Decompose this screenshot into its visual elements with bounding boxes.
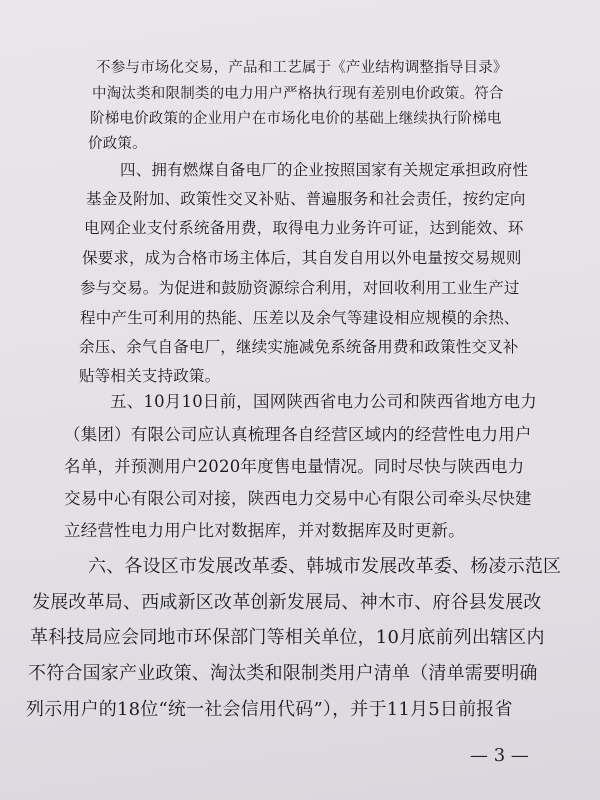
- text-line: 四、拥有燃煤自备电厂的企业按照国家有关规定承担政府性: [120, 161, 529, 179]
- text-line: 电网企业支付系统备用费，取得电力业务许可证，达到能效、环: [84, 219, 524, 237]
- text-line: 保要求，成为合格市场主体后，其自发自用以外电量按交易规则: [82, 249, 522, 267]
- page-number: — 3 —: [470, 745, 529, 766]
- text-line: 程中产生可利用的热能、压差以及余气等建设相应规模的余热、: [80, 309, 520, 327]
- text-line: 贴等相关支持政策。: [79, 367, 221, 385]
- text-line: 五、10月10日前，国网陕西省电力公司和陕西省地方电力: [110, 392, 537, 411]
- text-line: 阶梯电价政策的企业用户在市场化电价的基础上继续执行阶梯电: [90, 111, 502, 127]
- text-line: 中淘汰类和限制类的电力用户严格执行现有差别电价政策。符合: [92, 86, 504, 102]
- text-line: （集团）有限公司应认真梳理各自经营区域内的经营性电力用户: [64, 425, 532, 444]
- text-line: 交易中心有限公司对接，陕西电力交易中心有限公司牵头尽快建: [64, 489, 532, 508]
- text-line: 参与交易。为促进和鼓励资源综合利用，对回收利用工业生产过: [80, 279, 520, 297]
- text-line: 不参与市场化交易，产品和工艺属于《产业结构调整指导目录》: [96, 60, 508, 76]
- text-line: 价政策。: [88, 136, 147, 152]
- text-line: 六、各设区市发展改革委、韩城市发展改革委、杨凌示范区: [88, 556, 562, 577]
- text-line: 名单，并预测用户2020年度售电量情况。同时尽快与陕西电力: [64, 457, 525, 476]
- text-line: 发展改革局、西咸新区改革创新发展局、神木市、府谷县发展改: [32, 592, 542, 613]
- text-line: 列示用户的18位“统一社会信用代码”），并于11月5日前报省: [26, 699, 513, 720]
- text-line: 立经营性电力用户比对数据库，并对数据库及时更新。: [64, 521, 465, 540]
- text-line: 基金及附加、政策性交叉补贴、普遍服务和社会责任，按约定向: [86, 190, 526, 208]
- text-line: 余压、余气自备电厂，继续实施减免系统备用费和政策性交叉补: [79, 338, 519, 356]
- text-line: 不符合国家产业政策、淘汰类和限制类用户清单（清单需要明确: [28, 663, 538, 684]
- text-line: 革科技局应会同地市环保部门等相关单位，10月底前列出辖区内: [30, 627, 545, 648]
